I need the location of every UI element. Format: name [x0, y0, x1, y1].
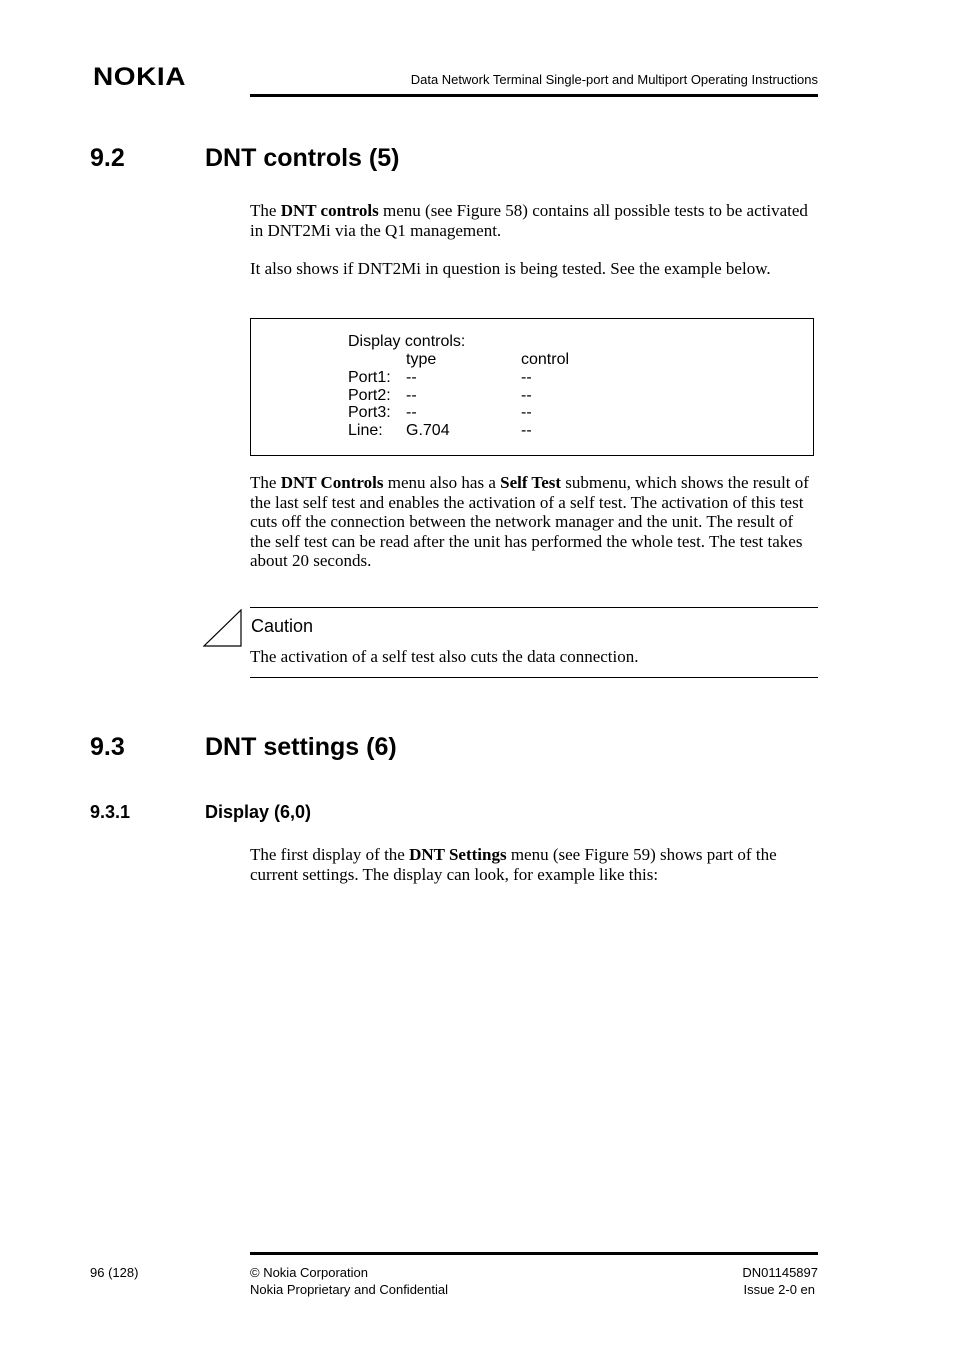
bold-term: DNT controls: [280, 201, 379, 220]
bold-term: Self Test: [500, 473, 562, 492]
paragraph-dnt-controls-intro: [250, 201, 818, 240]
section-9-3-title: DNT settings (6): [205, 733, 397, 761]
footer-divider: [250, 1252, 818, 1255]
paragraph-dnt-settings-display: [250, 845, 818, 884]
section-9-2-number: 9.2: [90, 144, 125, 172]
row-label: Port3:: [348, 404, 391, 421]
text-run: The first display of the: [250, 845, 410, 864]
row-control: --: [521, 369, 532, 386]
row-type: --: [406, 369, 417, 386]
row-control: --: [521, 422, 532, 439]
page-number: 96 (128): [90, 1265, 139, 1280]
section-9-3-1-title: Display (6,0): [205, 802, 312, 822]
display-controls-box: [250, 318, 814, 456]
row-type: --: [406, 404, 417, 421]
document-number: DN01145897: [742, 1265, 818, 1280]
row-label: Port2:: [348, 387, 391, 404]
text-run: menu (see Figure 59) shows part of the current settings. The display can look, for example like this:: [250, 845, 777, 884]
copyright: © Nokia Corporation: [250, 1265, 368, 1280]
section-9-3-1-number: 9.3.1: [90, 802, 131, 822]
caution-top-rule: [250, 607, 818, 608]
text-run: menu (see Figure 58) contains all possible tests to be activated in DNT2Mi via the Q1 management.: [250, 201, 808, 240]
text-run: The: [250, 473, 281, 492]
section-9-2-title: DNT controls (5): [205, 144, 400, 172]
row-type: --: [406, 387, 417, 404]
section-9-3-number: 9.3: [90, 733, 125, 761]
document-title: Data Network Terminal Single-port and Multiport Operating Instructions: [410, 72, 818, 87]
header-divider: [250, 94, 818, 97]
paragraph-self-test: [250, 473, 818, 571]
text-run: The: [250, 201, 281, 220]
column-header-type: type: [406, 351, 437, 368]
row-type: G.704: [406, 422, 450, 439]
text-run: menu also has a: [383, 473, 501, 492]
display-title: Display controls:: [348, 333, 466, 350]
column-header-control: control: [521, 351, 570, 368]
bold-term: DNT Settings: [409, 845, 507, 864]
row-label: Line:: [348, 422, 383, 439]
row-control: --: [521, 387, 532, 404]
confidentiality-notice: Nokia Proprietary and Confidential: [250, 1282, 448, 1297]
text-run: submenu, which shows the result of the last self test and enables the activation of a self test. The activation of this test cuts off the connection between the network manager and the unit. The result of the self test can be read after the unit has performed the whole test. The test takes about 20 seconds.: [250, 473, 809, 570]
paragraph-testing-status: It also shows if DNT2Mi in question is being tested. See the example below.: [250, 259, 771, 278]
row-control: --: [521, 404, 532, 421]
caution-title: Caution: [251, 616, 314, 636]
caution-bottom-rule: [250, 677, 818, 678]
issue-number: Issue 2-0 en: [743, 1282, 815, 1297]
row-label: Port1:: [348, 369, 391, 386]
caution-triangle-icon: [203, 609, 243, 647]
caution-text: The activation of a self test also cuts the data connection.: [250, 647, 639, 666]
bold-term: DNT Controls: [280, 473, 384, 492]
nokia-logo: NOKIA: [93, 63, 187, 91]
